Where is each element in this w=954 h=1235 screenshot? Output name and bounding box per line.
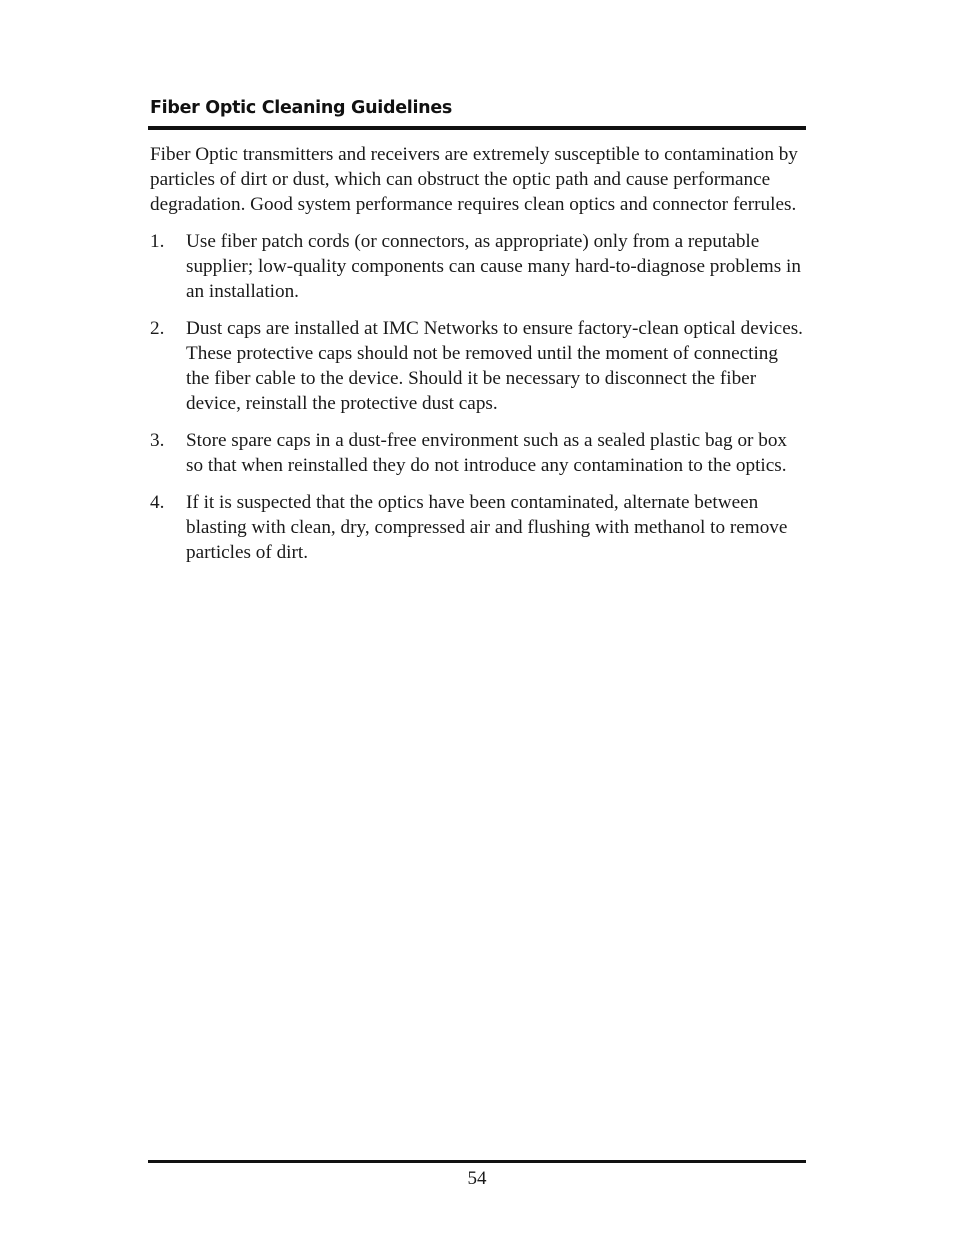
guideline-number: 1.: [150, 231, 165, 252]
guideline-text: Use fiber patch cords (or connectors, as appropriate) only from a reputable supplier; low-quality components can cause many hard-to-diagnose problems in an installation.: [186, 231, 801, 302]
heading-rule: [148, 126, 806, 130]
guideline-item-3: [150, 428, 806, 478]
guideline-text: Store spare caps in a dust-free environment such as a sealed plastic bag or box so that when reinstalled they do not introduce any contamination to the optics.: [186, 430, 788, 476]
guideline-number: 2.: [150, 318, 165, 339]
guideline-item-2: [150, 316, 806, 416]
guideline-number: 4.: [150, 492, 165, 513]
guideline-item-4: [150, 490, 806, 565]
section-body: [150, 142, 806, 577]
guideline-number: 3.: [150, 430, 165, 451]
page-number: 54: [467, 1168, 487, 1189]
section-heading: Fiber Optic Cleaning Guidelines: [150, 98, 453, 118]
guideline-text: Dust caps are installed at IMC Networks to ensure factory-clean optical devices. These protective caps should not be removed until the moment of connecting the fiber cable to the device. Should it be necessary to disconnect the fiber device, reinstall the protective dust caps.: [186, 318, 803, 414]
footer-rule: [148, 1160, 806, 1163]
guideline-item-1: [150, 229, 806, 304]
guidelines-list: [150, 229, 806, 565]
guideline-text: If it is suspected that the optics have been contaminated, alternate between blasting with clean, dry, compressed air and flushing with methanol to remove particles of dirt.: [186, 492, 788, 563]
intro-paragraph: Fiber Optic transmitters and receivers are extremely susceptible to contamination by particles of dirt or dust, which can obstruct the optic path and cause performance degradation. Good system performance requires clean optics and connector ferrules.: [150, 144, 798, 215]
